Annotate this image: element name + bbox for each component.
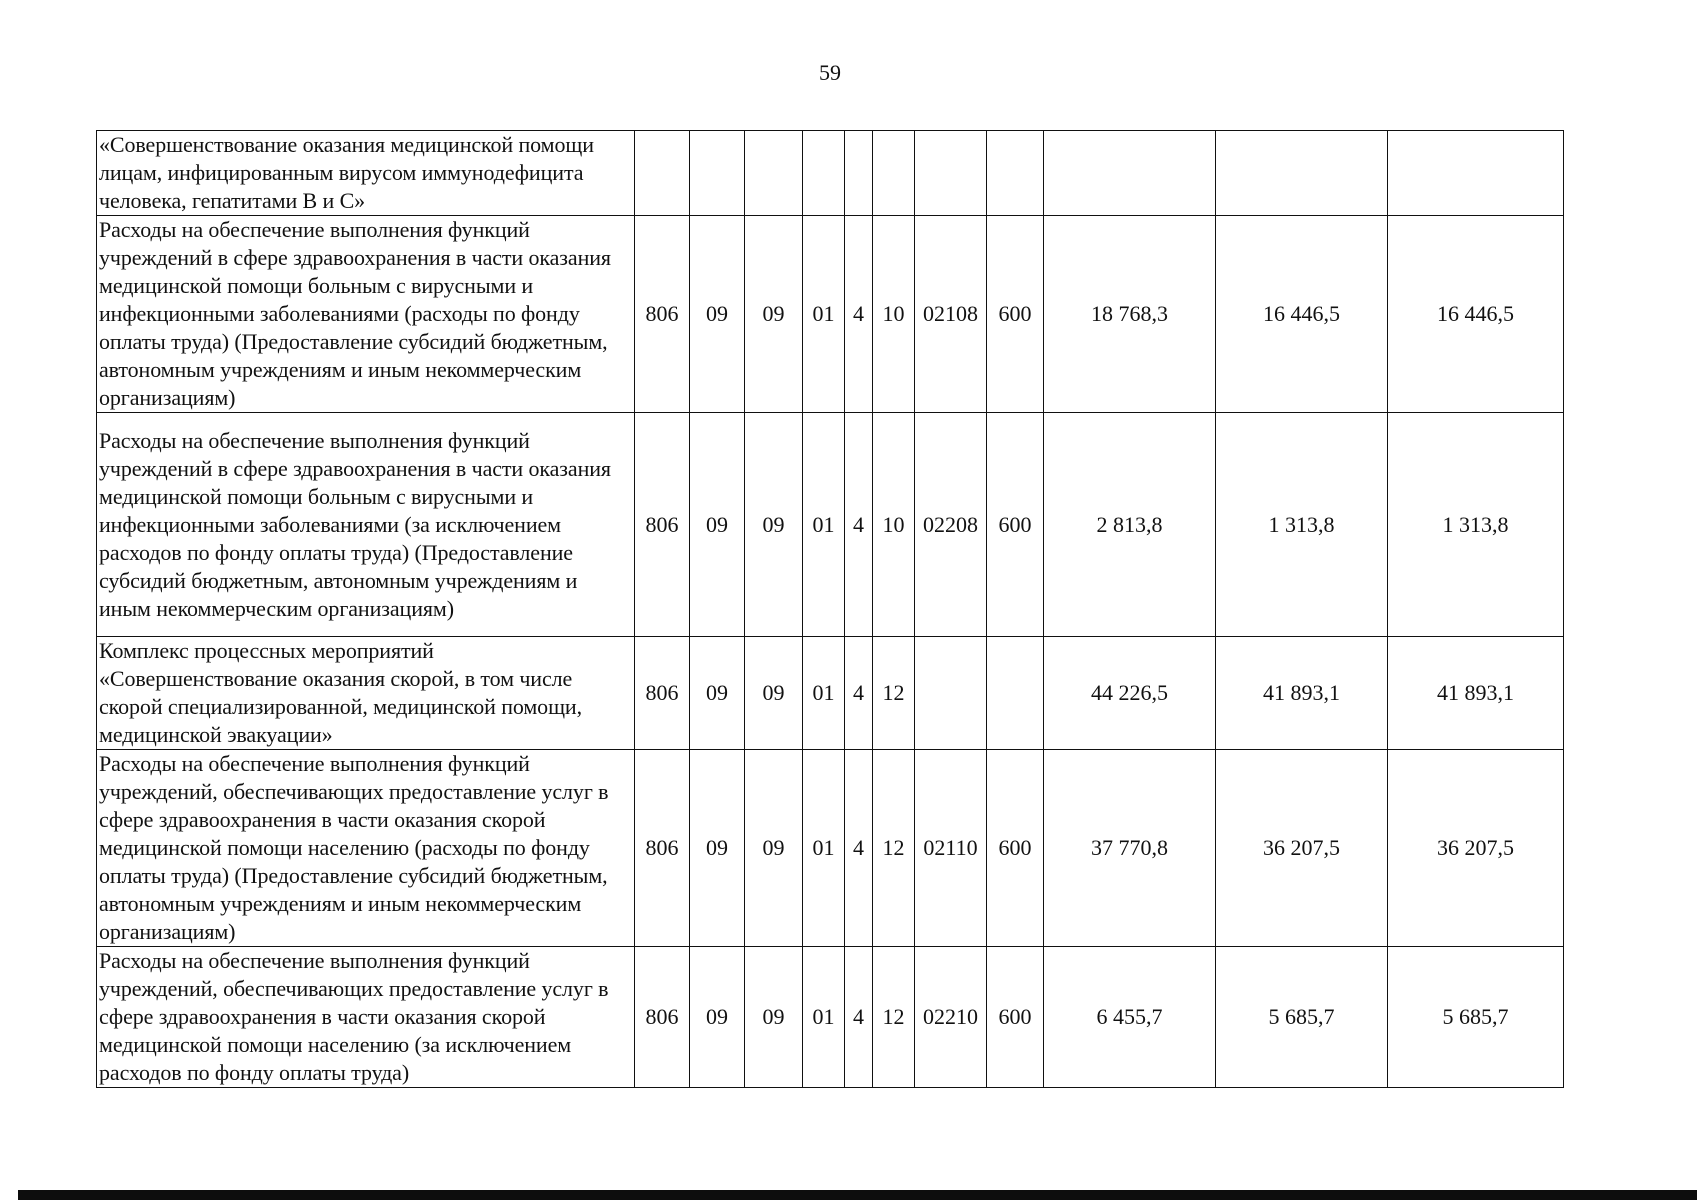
- target-code-structure: 10: [873, 413, 915, 637]
- ved-code: 806: [635, 637, 690, 750]
- section-code: 09: [690, 413, 745, 637]
- target-code-structure: 12: [873, 637, 915, 750]
- amount-year-1: 37 770,8: [1044, 750, 1216, 947]
- amount-year-1: 6 455,7: [1044, 947, 1216, 1088]
- amount-year-1: 18 768,3: [1044, 216, 1216, 413]
- scan-edge-bar: [18, 1190, 1697, 1200]
- expense-type-code: [987, 131, 1044, 216]
- table-row: [97, 750, 1564, 947]
- row-description: Расходы на обеспечение выполнения функций учреждений, обеспечивающих предоставление услуг в сфере здравоохранения в части оказания скорой медицинской помощи населению (за исключением расходов по фонду оплаты труда): [97, 947, 635, 1088]
- amount-year-1: 2 813,8: [1044, 413, 1216, 637]
- table-row: [97, 131, 1564, 216]
- target-code-structure: 12: [873, 750, 915, 947]
- subsection-code: 09: [745, 413, 803, 637]
- target-code-structure: 10: [873, 216, 915, 413]
- ved-code: [635, 131, 690, 216]
- target-code-direction: 02110: [915, 750, 987, 947]
- subsection-code: 09: [745, 216, 803, 413]
- target-code-program: 01: [803, 413, 845, 637]
- target-code-type: 4: [845, 947, 873, 1088]
- target-code-direction: [915, 637, 987, 750]
- target-code-type: 4: [845, 637, 873, 750]
- ved-code: 806: [635, 216, 690, 413]
- ved-code: 806: [635, 750, 690, 947]
- target-code-program: 01: [803, 947, 845, 1088]
- target-code-structure: 12: [873, 947, 915, 1088]
- target-code-direction: 02108: [915, 216, 987, 413]
- table-row: [97, 947, 1564, 1088]
- ved-code: 806: [635, 413, 690, 637]
- subsection-code: 09: [745, 637, 803, 750]
- page-number: 59: [819, 60, 841, 85]
- target-code-type: 4: [845, 413, 873, 637]
- amount-year-3: 41 893,1: [1388, 637, 1564, 750]
- amount-year-1: [1044, 131, 1216, 216]
- row-description: Расходы на обеспечение выполнения функций учреждений, обеспечивающих предоставление услуг в сфере здравоохранения в части оказания скорой медицинской помощи населению (расходы по фонду оплаты труда) (Предоставление субсидий бюджетным, автономным учреждениям и иным некоммерческим организациям): [97, 750, 635, 947]
- row-description: Расходы на обеспечение выполнения функций учреждений в сфере здравоохранения в части оказания медицинской помощи больным с вирусными и инфекционными заболеваниями (расходы по фонду оплаты труда) (Предоставление субсидий бюджетным, автономным учреждениям и иным некоммерческим организациям): [97, 216, 635, 413]
- target-code-type: 4: [845, 750, 873, 947]
- expense-type-code: 600: [987, 750, 1044, 947]
- amount-year-2: 1 313,8: [1216, 413, 1388, 637]
- target-code-direction: 02208: [915, 413, 987, 637]
- expense-type-code: 600: [987, 216, 1044, 413]
- amount-year-2: 41 893,1: [1216, 637, 1388, 750]
- row-description: «Совершенствование оказания медицинской помощи лицам, инфицированным вирусом иммунодефицита человека, гепатитами В и С»: [97, 131, 635, 216]
- amount-year-3: [1388, 131, 1564, 216]
- section-code: 09: [690, 750, 745, 947]
- amount-year-3: 1 313,8: [1388, 413, 1564, 637]
- amount-year-2: 16 446,5: [1216, 216, 1388, 413]
- section-code: [690, 131, 745, 216]
- target-code-program: 01: [803, 216, 845, 413]
- amount-year-3: 16 446,5: [1388, 216, 1564, 413]
- amount-year-2: [1216, 131, 1388, 216]
- section-code: 09: [690, 947, 745, 1088]
- target-code-type: 4: [845, 216, 873, 413]
- table-row: [97, 413, 1564, 637]
- expense-type-code: [987, 637, 1044, 750]
- amount-year-1: 44 226,5: [1044, 637, 1216, 750]
- subsection-code: 09: [745, 750, 803, 947]
- subsection-code: [745, 131, 803, 216]
- section-code: 09: [690, 637, 745, 750]
- amount-year-3: 36 207,5: [1388, 750, 1564, 947]
- row-description: Комплекс процессных мероприятий «Совершенствование оказания скорой, в том числе скорой специализированной, медицинской помощи, медицинской эвакуации»: [97, 637, 635, 750]
- expense-type-code: 600: [987, 413, 1044, 637]
- ved-code: 806: [635, 947, 690, 1088]
- section-code: 09: [690, 216, 745, 413]
- target-code-direction: [915, 131, 987, 216]
- expense-type-code: 600: [987, 947, 1044, 1088]
- amount-year-2: 5 685,7: [1216, 947, 1388, 1088]
- budget-table: [96, 130, 1564, 1088]
- amount-year-2: 36 207,5: [1216, 750, 1388, 947]
- target-code-program: 01: [803, 750, 845, 947]
- subsection-code: 09: [745, 947, 803, 1088]
- target-code-program: [803, 131, 845, 216]
- target-code-structure: [873, 131, 915, 216]
- row-description: Расходы на обеспечение выполнения функций учреждений в сфере здравоохранения в части оказания медицинской помощи больным с вирусными и инфекционными заболеваниями (за исключением расходов по фонду оплаты труда) (Предоставление субсидий бюджетным, автономным учреждениям и иным некоммерческим организациям): [97, 413, 635, 637]
- target-code-direction: 02210: [915, 947, 987, 1088]
- table-row: [97, 637, 1564, 750]
- target-code-type: [845, 131, 873, 216]
- table-row: [97, 216, 1564, 413]
- target-code-program: 01: [803, 637, 845, 750]
- amount-year-3: 5 685,7: [1388, 947, 1564, 1088]
